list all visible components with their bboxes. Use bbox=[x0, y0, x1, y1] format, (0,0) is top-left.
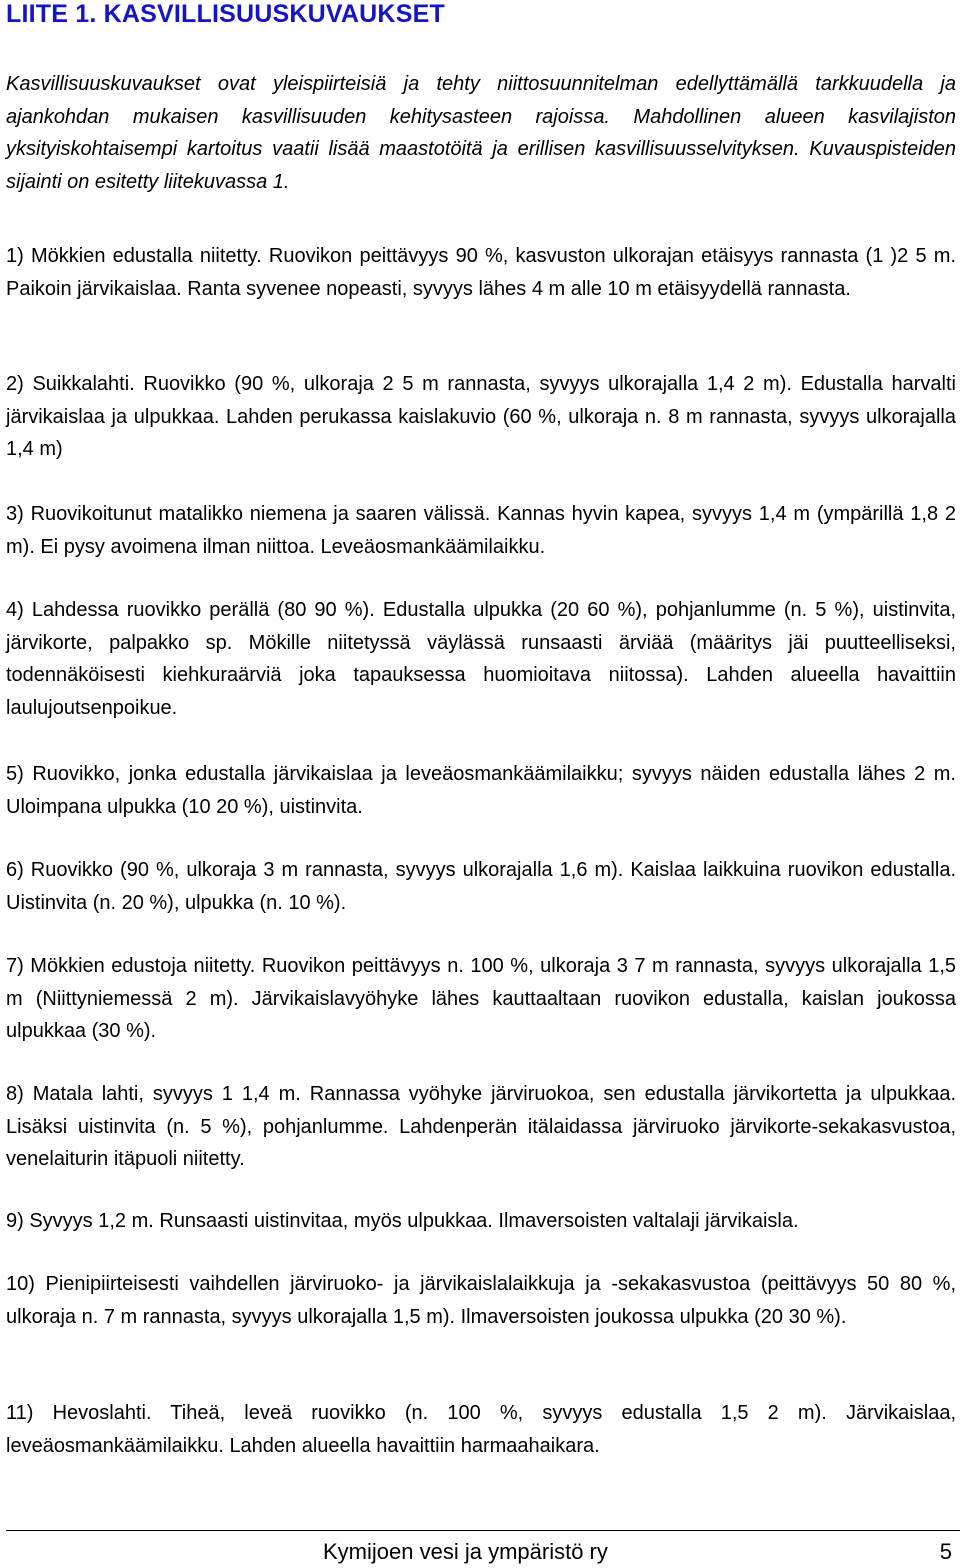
description-item-2: 2) Suikkalahti. Ruovikko (90 %, ulkoraja 2 5 m rannasta, syvyys ulkorajalla 1,4 2 m). Edustalla harvalti järvikaislaa ja ulpukkaa. Lahden perukassa kaislakuvio (60 %, ulkoraja n. 8 m rannasta, syvyys ulkorajalla 1,4 m) bbox=[6, 373, 956, 460]
description-item-11: 11) Hevoslahti. Tiheä, leveä ruovikko (n. 100 %, syvyys edustalla 1,5 2 m). Järvikaislaa, leveäosmankäämilaikku. Lahden alueella havaittiin harmaahaikara. bbox=[6, 1402, 956, 1457]
description-item-1: 1) Mökkien edustalla niitetty. Ruovikon peittävyys 90 %, kasvuston ulkorajan etäisyys rannasta (1 )2 5 m. Paikoin järvikaislaa. Ranta syvenee nopeasti, syvyys lähes 4 m alle 10 m etäisyydellä rannasta. bbox=[6, 245, 956, 300]
description-item-4: 4) Lahdessa ruovikko perällä (80 90 %). Edustalla ulpukka (20 60 %), pohjanlumme (n. 5 %), uistinvita, järvikorte, palpakko sp. Mökille niitetyssä väylässä runsaasti ärviää (määritys jäi puutteelliseksi, todennäköisesti kiehkuraärviä joka tapauksessa huomioitava niitossa). Lahden alueella havaittiin laulujoutsenpoikue. bbox=[6, 599, 956, 719]
page-title: LIITE 1. KASVILLISUUSKUVAUKSET bbox=[6, 0, 445, 28]
footer-divider bbox=[6, 1530, 960, 1531]
footer-organization: Kymijoen vesi ja ympäristö ry bbox=[323, 1539, 608, 1564]
description-item-10: 10) Pienipiirteisesti vaihdellen järviruoko- ja järvikaislalaikkuja ja -sekakasvustoa (peittävyys 50 80 %, ulkoraja n. 7 m rannasta, syvyys ulkorajalla 1,5 m). Ilmaversoisten joukossa ulpukka (20 30 %). bbox=[6, 1273, 956, 1328]
description-item-8: 8) Matala lahti, syvyys 1 1,4 m. Rannassa vyöhyke järviruokoa, sen edustalla järvikortetta ja ulpukkaa. Lisäksi uistinvita (n. 5 %), pohjanlumme. Lahdenperän itälaidassa järviruoko järvikorte-sekakasvustoa, venelaiturin itäpuoli niitetty. bbox=[6, 1083, 956, 1170]
description-item-7: 7) Mökkien edustoja niitetty. Ruovikon peittävyys n. 100 %, ulkoraja 3 7 m rannasta, syvyys ulkorajalla 1,5 m (Niittyniemessä 2 m). Järvikaislavyöhyke lähes kauttaaltaan ruovikon edustalla, kaislan joukossa ulpukkaa (30 %). bbox=[6, 955, 956, 1042]
intro-paragraph: Kasvillisuuskuvaukset ovat yleispiirteisiä ja tehty niittosuunnitelman edellyttämällä tarkkuudella ja ajankohdan mukaisen kasvillisuuden kehitysasteen rajoissa. Mahdollinen alueen kasvilajiston yksityiskohtaisempi kartoitus vaatii lisää maastotöitä ja erillisen kasvillisuusselvityksen. Kuvauspisteiden sijainti on esitetty liitekuvassa 1. bbox=[6, 73, 956, 193]
description-item-6: 6) Ruovikko (90 %, ulkoraja 3 m rannasta, syvyys ulkorajalla 1,6 m). Kaislaa laikkuina ruovikon edustalla. Uistinvita (n. 20 %), ulpukka (n. 10 %). bbox=[6, 859, 956, 914]
description-item-9: 9) Syvyys 1,2 m. Runsaasti uistinvitaa, myös ulpukkaa. Ilmaversoisten valtalaji järvikaisla. bbox=[6, 1210, 799, 1232]
page-number: 5 bbox=[939, 1539, 952, 1564]
description-item-5: 5) Ruovikko, jonka edustalla järvikaislaa ja leveäosmankäämilaikku; syvyys näiden edustalla lähes 2 m. Uloimpana ulpukka (10 20 %), uistinvita. bbox=[6, 763, 956, 818]
description-item-3: 3) Ruovikoitunut matalikko niemena ja saaren välissä. Kannas hyvin kapea, syvyys 1,4 m (ympärillä 1,8 2 m). Ei pysy avoimena ilman niittoa. Leveäosmankäämilaikku. bbox=[6, 503, 956, 558]
